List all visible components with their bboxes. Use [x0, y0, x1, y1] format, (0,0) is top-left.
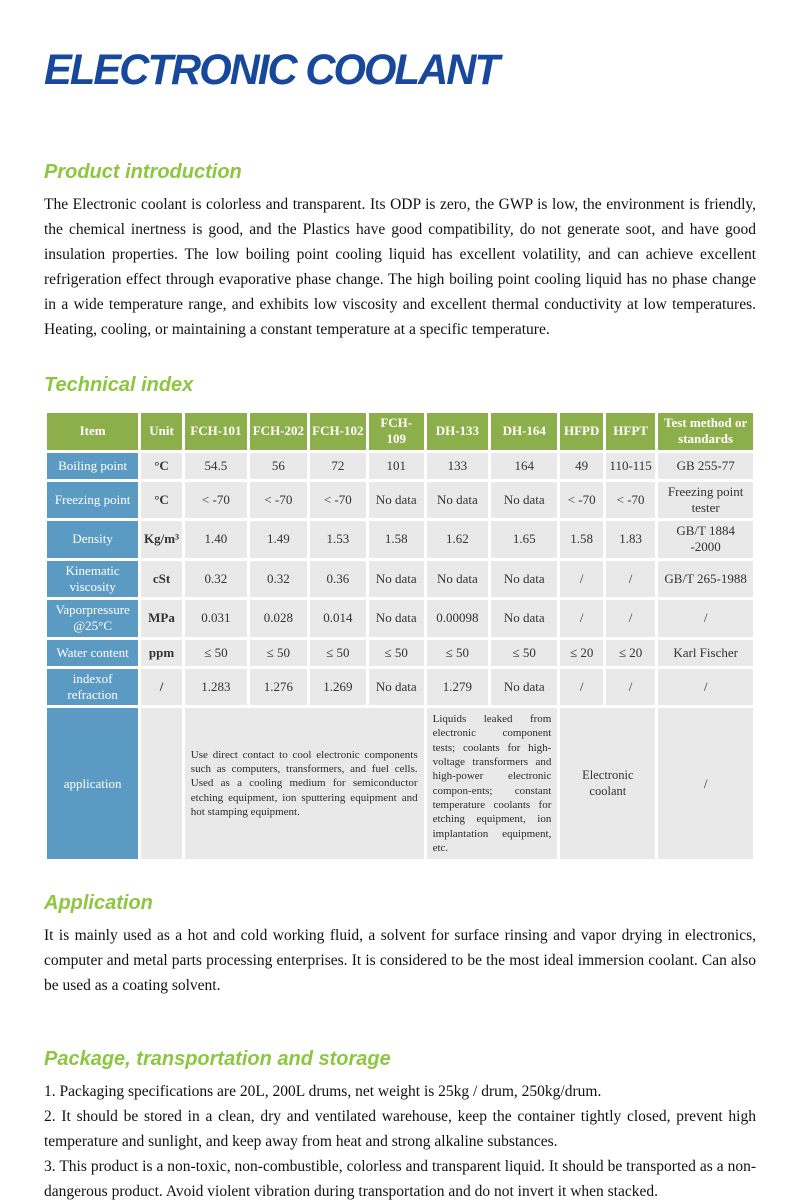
row-value-cell: 1.279: [427, 669, 489, 706]
row-item-cell: application: [47, 708, 138, 859]
row-value-cell: < -70: [250, 482, 307, 519]
header-cell-test-method: Test method or standards: [658, 413, 753, 450]
row-value-cell: 1.58: [369, 521, 424, 558]
row-unit-cell: °C: [141, 482, 182, 519]
application-fch-cell: Use direct contact to cool electronic components such as computers, transformers, and fuel cells. Used as a cooling medium for semiconductor etching equipment, ion sputtering equipment and hot stamping equipment.: [185, 708, 424, 859]
row-unit-cell: Kg/m³: [141, 521, 182, 558]
row-value-cell: No data: [491, 669, 557, 706]
row-value-cell: < -70: [310, 482, 366, 519]
header-cell-fch-202: FCH-202: [250, 413, 307, 450]
row-value-cell: < -70: [606, 482, 655, 519]
row-value-cell: No data: [491, 561, 557, 598]
row-value-cell: 0.028: [250, 600, 307, 637]
row-item-cell: indexof refraction: [47, 669, 138, 706]
row-item-cell: Vaporpressure @25°C: [47, 600, 138, 637]
row-item-cell: Water content: [47, 640, 138, 666]
row-value-cell: No data: [369, 482, 424, 519]
row-value-cell: 1.276: [250, 669, 307, 706]
technical-table-body: [47, 453, 753, 859]
table-row: [47, 640, 753, 666]
row-value-cell: 72: [310, 453, 366, 479]
page-title: ELECTRONIC COOLANT: [44, 46, 499, 94]
header-cell-fch-109: FCH-109: [369, 413, 424, 450]
row-test-cell: Karl Fischer: [658, 640, 753, 666]
row-value-cell: No data: [491, 482, 557, 519]
row-value-cell: 56: [250, 453, 307, 479]
row-value-cell: ≤ 20: [606, 640, 655, 666]
application-paragraph: It is mainly used as a hot and cold working fluid, a solvent for surface rinsing and vapor drying in electronics, computer and metal parts processing enterprises. It is considered to be the most ideal immersion coolant. Can also be used as a coating solvent.: [44, 927, 756, 995]
row-value-cell: ≤ 20: [560, 640, 603, 666]
package-paragraphs: [44, 1079, 756, 1204]
row-value-cell: /: [606, 561, 655, 598]
row-value-cell: ≤ 50: [427, 640, 489, 666]
row-unit-cell: cSt: [141, 561, 182, 598]
row-value-cell: < -70: [560, 482, 603, 519]
row-value-cell: < -70: [185, 482, 247, 519]
row-value-cell: No data: [369, 600, 424, 637]
package-line-1: 1. Packaging specifications are 20L, 200L drums, net weight is 25kg / drum, 250kg/drum.: [44, 1083, 602, 1101]
row-value-cell: 0.00098: [427, 600, 489, 637]
row-value-cell: 1.65: [491, 521, 557, 558]
row-test-cell: /: [658, 708, 753, 859]
row-unit-cell: ppm: [141, 640, 182, 666]
row-value-cell: 110-115: [606, 453, 655, 479]
row-value-cell: 49: [560, 453, 603, 479]
header-cell-unit: Unit: [141, 413, 182, 450]
row-test-cell: /: [658, 669, 753, 706]
table-row: [47, 453, 753, 479]
row-unit-cell: [141, 708, 182, 859]
row-value-cell: /: [560, 669, 603, 706]
header-cell-fch-101: FCH-101: [185, 413, 247, 450]
table-row: [47, 561, 753, 598]
row-value-cell: 164: [491, 453, 557, 479]
row-value-cell: 1.269: [310, 669, 366, 706]
row-value-cell: No data: [427, 482, 489, 519]
product-introduction-paragraph: The Electronic coolant is colorless and transparent. Its ODP is zero, the GWP is low, the environment is friendly, the chemical inertness is good, and the Plastics have good compatibility, do not generate soot, and have good insulation properties. The low boiling point cooling liquid has excellent volatility, and can achieve excellent refrigeration effect through evaporative phase change. The high boiling point cooling liquid has no phase change in a wide temperature range, and exhibits low viscosity and excellent thermal conductivity at low temperatures. Heating, cooling, or maintaining a constant temperature at a specific temperature.: [44, 196, 756, 339]
header-cell-item: Item: [47, 413, 138, 450]
row-value-cell: 1.58: [560, 521, 603, 558]
row-value-cell: ≤ 50: [491, 640, 557, 666]
row-test-cell: GB/T 1884 -2000: [658, 521, 753, 558]
row-item-cell: Density: [47, 521, 138, 558]
row-value-cell: ≤ 50: [369, 640, 424, 666]
row-value-cell: No data: [369, 669, 424, 706]
row-value-cell: ≤ 50: [310, 640, 366, 666]
section-heading-application: Application: [44, 892, 153, 915]
row-value-cell: 133: [427, 453, 489, 479]
table-row: [47, 600, 753, 637]
header-cell-fch-102: FCH-102: [310, 413, 366, 450]
table-row-application: [47, 708, 753, 859]
row-value-cell: 0.36: [310, 561, 366, 598]
row-value-cell: 1.83: [606, 521, 655, 558]
row-test-cell: GB/T 265-1988: [658, 561, 753, 598]
row-value-cell: ≤ 50: [185, 640, 247, 666]
row-value-cell: 1.49: [250, 521, 307, 558]
row-value-cell: 0.031: [185, 600, 247, 637]
row-unit-cell: °C: [141, 453, 182, 479]
row-test-cell: /: [658, 600, 753, 637]
row-value-cell: No data: [427, 561, 489, 598]
row-value-cell: 1.40: [185, 521, 247, 558]
table-header-row: [47, 413, 753, 450]
row-value-cell: 1.53: [310, 521, 366, 558]
application-hf-cell: Electronic coolant: [560, 708, 655, 859]
package-line-2: 2. It should be stored in a clean, dry and ventilated warehouse, keep the container tightly closed, prevent high temperature and sunlight, and keep away from heat and strong alkaline substances.: [44, 1108, 756, 1151]
row-test-cell: Freezing point tester: [658, 482, 753, 519]
header-cell-dh-164: DH-164: [491, 413, 557, 450]
row-value-cell: No data: [369, 561, 424, 598]
row-value-cell: 0.32: [185, 561, 247, 598]
row-test-cell: GB 255-77: [658, 453, 753, 479]
row-unit-cell: MPa: [141, 600, 182, 637]
table-row: [47, 521, 753, 558]
technical-index-table: [44, 410, 756, 862]
section-heading-product-introduction: Product introduction: [44, 161, 242, 184]
row-value-cell: 1.283: [185, 669, 247, 706]
table-row: [47, 669, 753, 706]
section-heading-package: Package, transportation and storage: [44, 1048, 391, 1071]
header-cell-dh-133: DH-133: [427, 413, 489, 450]
row-item-cell: Kinematic viscosity: [47, 561, 138, 598]
row-value-cell: /: [606, 669, 655, 706]
row-value-cell: No data: [491, 600, 557, 637]
application-dh-cell: Liquids leaked from electronic component tests; coolants for high-voltage transformers and high-power electronic compon-ents; constant temperature coolants for etching equipment, ion implantation equipment, etc.: [427, 708, 558, 859]
row-value-cell: 0.32: [250, 561, 307, 598]
section-heading-technical-index: Technical index: [44, 374, 194, 397]
row-value-cell: /: [560, 600, 603, 637]
row-value-cell: 54.5: [185, 453, 247, 479]
header-cell-hfpd: HFPD: [560, 413, 603, 450]
row-unit-cell: /: [141, 669, 182, 706]
row-item-cell: Boiling point: [47, 453, 138, 479]
row-value-cell: 0.014: [310, 600, 366, 637]
header-cell-hfpt: HFPT: [606, 413, 655, 450]
row-value-cell: /: [560, 561, 603, 598]
row-value-cell: 1.62: [427, 521, 489, 558]
row-value-cell: /: [606, 600, 655, 637]
package-line-3: 3. This product is a non-toxic, non-combustible, colorless and transparent liquid. It should be transported as a non-dangerous product. Avoid violent vibration during transportation and do not invert it when stacked.: [44, 1158, 756, 1201]
row-item-cell: Freezing point: [47, 482, 138, 519]
table-row: [47, 482, 753, 519]
row-value-cell: ≤ 50: [250, 640, 307, 666]
row-value-cell: 101: [369, 453, 424, 479]
